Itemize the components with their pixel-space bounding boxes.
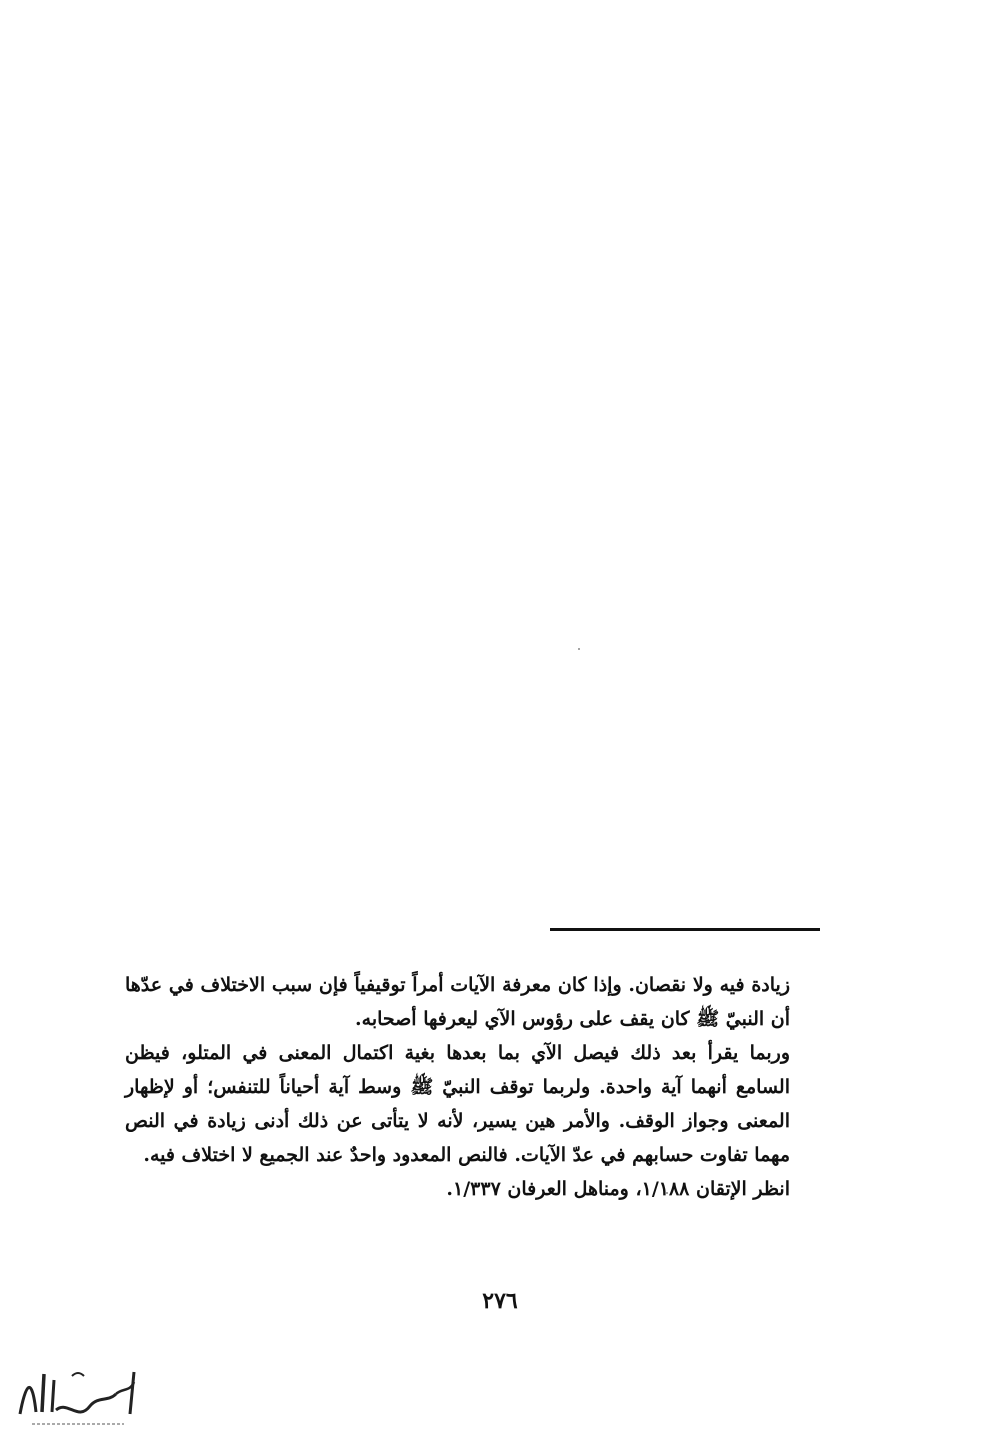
- footnote-paragraph: زيادة فيه ولا نقصان. وإذا كان معرفة الآيات أمراً توقيفياً فإن سبب الاختلاف في عدّها أن النبيّ ﷺ كان يقف على رؤوس الآي ليعرفها أصحابه.: [125, 974, 790, 1030]
- footnote-separator: [550, 928, 820, 931]
- scan-speck: [578, 648, 580, 650]
- footnote: [125, 968, 790, 1206]
- footnote-reference: انظر الإتقان ١/١٨٨، ومناهل العرفان ١/٣٣٧.: [446, 1178, 790, 1200]
- footnote-paragraph: وربما يقرأ بعد ذلك فيصل الآي بما بعدها بغية اكتمال المعنى في المتلو، فيظن السامع أنهما آية واحدة. ولربما توقف النبيّ ﷺ وسط آية أحياناً للتنفس؛ أو لإظهار المعنى وجواز الوقف. والأمر هين يسير، لأنه لا يتأتى عن ذلك أدنى زيادة في النص مهما تفاوت حسابهم في عدّ الآيات. فالنص المعدود واحدٌ عند الجميع لا اختلاف فيه.: [125, 1042, 790, 1166]
- page-number: ٢٧٦: [482, 1288, 518, 1314]
- calligraphy-stamp-logo: [12, 1352, 142, 1432]
